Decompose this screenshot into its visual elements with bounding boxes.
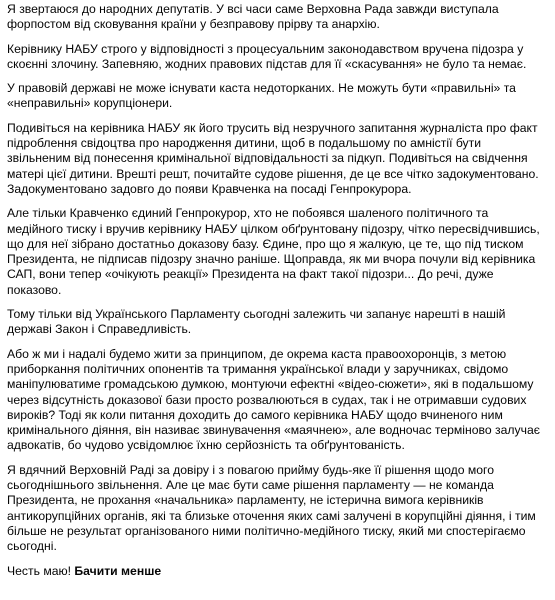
- post-paragraph: Керівнику НАБУ строго у відповідності з процесуальним законодавством вручена підозра у скоєнні злочину. Запевняю, жодних правових підстав для її «скасування» не було та немає.: [7, 41, 527, 71]
- see-less-link[interactable]: Бачити менше: [74, 563, 162, 578]
- post-paragraph: Я звертаюся до народних депутатів. У всі часи саме Верховна Рада завжди виступала форпостом від сковування країни у безправову прірву та анархію.: [7, 2, 499, 32]
- post-paragraph: Але тільки Кравченко єдиний Генпрокурор, хто не побоявся шаленого політичного та медійного тиску і вручив керівнику НАБУ цілком обґрунтовану підозру, чітко пересвідчившись, що для неї зібрано достатньо доказову базу. Єдине, про що я жалкую, це те, що під тиском Президента, не підписав підозру значно раніше. Щоправда, як ми вчора почули від керівника САП, вони тепер «очікують реакції» Президента на факт такої підозри... До речі, дуже показово.: [7, 206, 540, 297]
- post-paragraph: Я вдячний Верховній Раді за довіру і з повагою прийму будь-яке її рішення щодо мого сьогоднішнього звільнення. Але це має бути саме рішення парламенту — не команда Президента, не прохання «начальника» парламенту, не істерична вимога керівників антикорупційних органів, які та близьке оточення яких самі залучені в корупційні діяння, і тим більше не результат організованого ними політично-медійного тиску, який ми спостерігаємо сьогодні.: [7, 462, 536, 554]
- post-closing-line: [7, 564, 545, 579]
- post-paragraph: У правовій державі не може існувати каста недоторканих. Не можуть бути «правильні» та «неправильні» корупціонери.: [7, 81, 516, 111]
- post-closing-text: Честь маю!: [7, 563, 71, 578]
- post-paragraph: Тому тільки від Українського Парламенту сьогодні залежить чи запанує нарешті в нашій державі Закон і Справедливість.: [7, 307, 506, 337]
- post-paragraph: Або ж ми і надалі будемо жити за принципом, де окрема каста правоохоронців, з метою приборкання політичних опонентів та тримання української влади у заручниках, свідомо маніпулюватиме громадською думкою, монтуючи ефектні «відео-сюжети», які в подальшому через відсутність доказової бази просто розвалюються в судах, так і не отримавши судових вироків? Тоді як коли питання доходить до самого керівника НАБУ щодо вчиненого ним кримінального діяння, він називає звинувачення «маячнею», але водночас терміново залучає адвокатів, бо чудово усвідомлює їхню серйозність та обґрунтованість.: [7, 346, 540, 453]
- post-paragraph: Подивіться на керівника НАБУ як його трусить від незручного запитання журналіста про факт підроблення свідоцтва про народження дитини, щоб в подальшому по амністії бути звільненим від понесення кримінальної відповідальності за підкуп. Подивіться на свідчення матері цієї дитини. Врешті решт, почитайте судове рішення, де це все чітко задокументовано. Задокументовано задовго до появи Кравченка на посаді Генпрокурора.: [7, 120, 539, 196]
